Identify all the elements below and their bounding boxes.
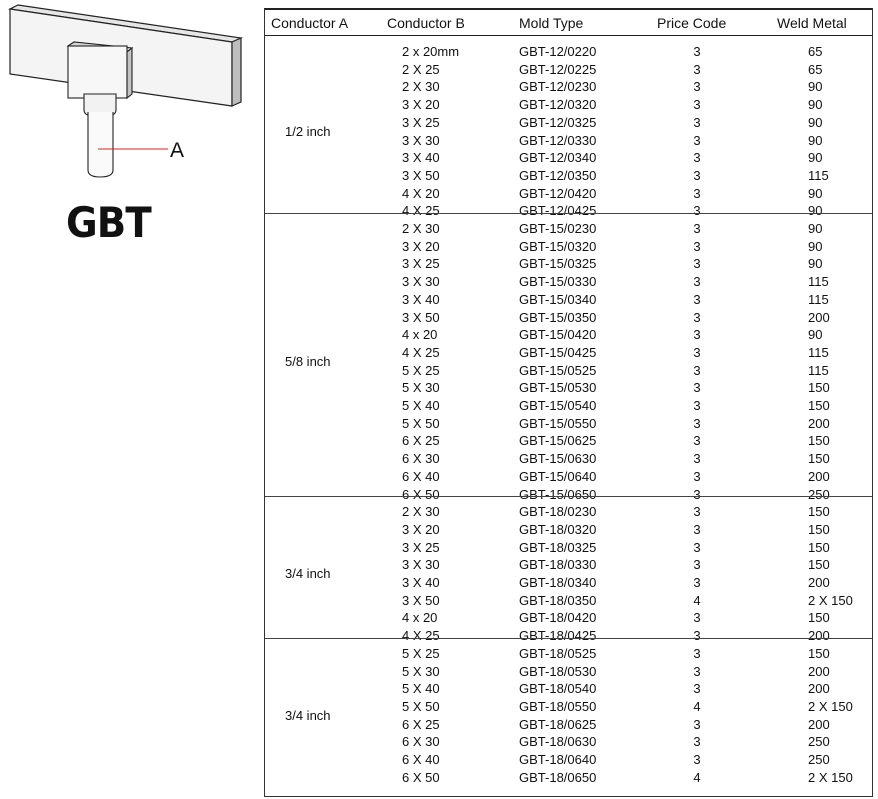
- table-row: [265, 185, 872, 203]
- table-row: [265, 609, 872, 627]
- price-code-cell: 3: [693, 539, 701, 555]
- group-separator: [265, 496, 872, 497]
- conductor-b-cell: 2 X 30: [402, 504, 440, 520]
- price-code-cell: 3: [693, 681, 701, 697]
- price-code-cell: 3: [693, 645, 701, 661]
- weld-metal-cell: 90: [808, 327, 823, 343]
- conductor-b-cell: 5 X 40: [402, 681, 440, 697]
- table-row: [265, 379, 872, 397]
- table-row: [265, 521, 872, 539]
- table-row: [265, 291, 872, 309]
- weld-metal-cell: 2 X 150: [808, 769, 853, 785]
- mold-type-cell: GBT-18/0540: [519, 681, 597, 697]
- conductor-b-cell: 3 X 25: [402, 256, 440, 272]
- table-row: [265, 202, 872, 220]
- weld-metal-cell: 90: [808, 203, 823, 219]
- table-row: [265, 680, 872, 698]
- price-code-cell: 3: [693, 203, 701, 219]
- conductor-b-cell: 2 X 30: [402, 221, 440, 236]
- mold-type-cell: GBT-18/0350: [519, 592, 597, 608]
- conductor-a-label: 3/4 inch: [285, 566, 331, 582]
- weld-metal-cell: 90: [808, 185, 823, 201]
- weld-block-side: [127, 48, 132, 98]
- mold-type-cell: GBT-18/0630: [519, 734, 597, 750]
- header-mold-type: Mold Type: [519, 15, 584, 31]
- conductor-b-cell: 5 X 40: [402, 398, 440, 413]
- price-code-cell: 3: [693, 238, 701, 254]
- price-code-cell: 3: [693, 221, 701, 236]
- weld-metal-cell: 90: [808, 114, 823, 130]
- conductor-b-cell: 3 X 30: [402, 132, 440, 148]
- conductor-b-cell: 5 X 30: [402, 380, 440, 396]
- weld-metal-cell: 2 X 150: [808, 698, 853, 714]
- weld-metal-cell: 150: [808, 645, 830, 661]
- mold-type-cell: GBT-15/0540: [519, 398, 597, 413]
- table-row: [265, 309, 872, 327]
- conductor-b-cell: 3 X 20: [402, 521, 440, 537]
- price-code-cell: 3: [693, 610, 701, 626]
- conductor-b-cell: 4 X 25: [402, 344, 440, 360]
- price-code-cell: 3: [693, 97, 701, 113]
- mold-type-cell: GBT-15/0340: [519, 291, 597, 307]
- mold-type-cell: GBT-18/0340: [519, 575, 597, 590]
- conductor-b-cell: 4 X 25: [402, 628, 440, 644]
- conductor-b-cell: 3 X 50: [402, 592, 440, 608]
- table-row: [265, 733, 872, 751]
- mold-type-cell: GBT-18/0230: [519, 504, 597, 520]
- mold-type-cell: GBT-18/0330: [519, 557, 597, 573]
- conductor-a-label: 3/4 inch: [285, 707, 331, 723]
- price-code-cell: 3: [693, 468, 701, 484]
- table-row: [265, 486, 872, 504]
- table-row: [265, 415, 872, 433]
- table-header-row: [265, 8, 872, 36]
- mold-type-cell: GBT-12/0225: [519, 61, 597, 77]
- weld-metal-cell: 90: [808, 238, 823, 254]
- table-row: [265, 96, 872, 114]
- conductor-b-cell: 4 x 20: [402, 610, 438, 626]
- price-code-cell: 3: [693, 327, 701, 343]
- weld-metal-cell: 150: [808, 521, 830, 537]
- weld-metal-cell: 250: [808, 734, 830, 750]
- table-row: [265, 698, 872, 716]
- price-code-cell: 3: [693, 628, 701, 644]
- price-code-cell: 3: [693, 61, 701, 77]
- group-separator: [265, 213, 872, 214]
- conductor-b-cell: 3 X 40: [402, 575, 440, 590]
- table-row: [265, 645, 872, 663]
- table-row: [265, 273, 872, 291]
- price-code-cell: 3: [693, 185, 701, 201]
- table-row: [265, 663, 872, 681]
- table-row: [265, 238, 872, 256]
- conductor-b-cell: 3 X 50: [402, 309, 440, 325]
- conductor-b-cell: 6 X 25: [402, 716, 440, 732]
- mold-type-cell: GBT-12/0425: [519, 203, 597, 219]
- mold-type-cell: GBT-18/0625: [519, 716, 597, 732]
- price-code-cell: 3: [693, 79, 701, 95]
- weld-metal-cell: 90: [808, 132, 823, 148]
- mold-type-cell: GBT-15/0230: [519, 221, 597, 236]
- table-row: [265, 592, 872, 610]
- conductor-b-cell: 3 X 25: [402, 114, 440, 130]
- mold-type-cell: GBT-12/0325: [519, 114, 597, 130]
- conductor-b-cell: 3 X 30: [402, 274, 440, 290]
- weld-metal-cell: 150: [808, 610, 830, 626]
- weld-metal-cell: 150: [808, 380, 830, 396]
- table-row: [265, 503, 872, 521]
- price-code-cell: 3: [693, 380, 701, 396]
- price-code-cell: 3: [693, 557, 701, 573]
- conductor-b-cell: 6 X 30: [402, 734, 440, 750]
- price-code-cell: 3: [693, 734, 701, 750]
- weld-metal-cell: 90: [808, 97, 823, 113]
- weld-metal-cell: 150: [808, 398, 830, 413]
- conductor-b-cell: 3 X 50: [402, 167, 440, 183]
- mold-type-cell: GBT-15/0640: [519, 468, 597, 484]
- table-row: [265, 450, 872, 468]
- mold-type-cell: GBT-18/0420: [519, 610, 597, 626]
- table-row: [265, 78, 872, 96]
- weld-metal-cell: 115: [808, 291, 829, 307]
- weld-block-front: [68, 46, 127, 98]
- mold-type-cell: GBT-12/0230: [519, 79, 597, 95]
- price-code-cell: 4: [693, 698, 701, 714]
- weld-metal-cell: 200: [808, 575, 830, 590]
- table-row: [265, 326, 872, 344]
- weld-metal-cell: 250: [808, 752, 830, 767]
- weld-metal-cell: 90: [808, 221, 823, 236]
- conductor-b-cell: 5 X 30: [402, 663, 440, 679]
- price-code-cell: 3: [693, 167, 701, 183]
- weld-metal-cell: 115: [808, 362, 829, 378]
- mold-type-cell: GBT-18/0525: [519, 645, 597, 661]
- conductor-b-cell: 3 X 30: [402, 557, 440, 573]
- table-row: [265, 432, 872, 450]
- price-code-cell: 3: [693, 752, 701, 767]
- weld-metal-cell: 150: [808, 557, 830, 573]
- conductor-b-cell: 3 X 20: [402, 238, 440, 254]
- weld-metal-cell: 200: [808, 716, 830, 732]
- mold-type-cell: GBT-12/0330: [519, 132, 597, 148]
- table-row: [265, 43, 872, 61]
- table-row: [265, 149, 872, 167]
- conductor-b-cell: 2 X 30: [402, 79, 440, 95]
- conductor-label-a: A: [170, 139, 185, 162]
- mold-type-cell: GBT-18/0325: [519, 539, 597, 555]
- table-row: [265, 220, 872, 238]
- weld-metal-cell: 2 X 150: [808, 592, 853, 608]
- conductor-b-cell: 6 X 50: [402, 769, 440, 785]
- table-row: [265, 751, 872, 769]
- group-separator: [265, 638, 872, 639]
- conductor-b-cell: 4 X 20: [402, 185, 440, 201]
- mold-type-cell: GBT-12/0420: [519, 185, 597, 201]
- conductor-b-cell: 6 X 40: [402, 468, 440, 484]
- price-code-cell: 3: [693, 291, 701, 307]
- table-row: [265, 344, 872, 362]
- mold-type-cell: GBT-15/0350: [519, 309, 597, 325]
- mold-type-cell: GBT-15/0330: [519, 274, 597, 290]
- conductor-b-cell: 3 X 40: [402, 150, 440, 166]
- weld-metal-cell: 65: [808, 44, 823, 59]
- price-code-cell: 3: [693, 415, 701, 431]
- conductor-b-cell: 5 X 50: [402, 415, 440, 431]
- conductor-b-cell: 3 X 20: [402, 97, 440, 113]
- price-code-cell: 3: [693, 433, 701, 449]
- header-weld-metal: Weld Metal: [777, 15, 847, 31]
- mold-type-cell: GBT-15/0630: [519, 451, 597, 467]
- mold-type-cell: GBT-18/0320: [519, 521, 597, 537]
- conductor-b-cell: 4 X 25: [402, 203, 440, 219]
- weld-metal-cell: 115: [808, 344, 829, 360]
- price-code-cell: 3: [693, 521, 701, 537]
- mold-type-cell: GBT-12/0220: [519, 44, 597, 59]
- weld-metal-cell: 150: [808, 433, 830, 449]
- table-row: [265, 114, 872, 132]
- table-row: [265, 132, 872, 150]
- mold-type-cell: GBT-15/0320: [519, 238, 597, 254]
- price-code-cell: 3: [693, 44, 701, 59]
- product-code-title: GBT: [66, 198, 151, 247]
- mold-type-cell: GBT-18/0640: [519, 752, 597, 767]
- conductor-a-label: 5/8 inch: [285, 353, 331, 369]
- table-row: [265, 397, 872, 415]
- table-row: [265, 627, 872, 645]
- price-code-cell: 3: [693, 451, 701, 467]
- weld-metal-cell: 115: [808, 167, 829, 183]
- table-row: [265, 556, 872, 574]
- price-code-cell: 3: [693, 362, 701, 378]
- conductor-b-cell: 2 X 25: [402, 61, 440, 77]
- table-row: [265, 769, 872, 787]
- price-code-cell: 3: [693, 150, 701, 166]
- plate-side-face: [232, 38, 241, 106]
- weld-metal-cell: 200: [808, 309, 830, 325]
- price-code-cell: 3: [693, 274, 701, 290]
- header-conductor-b: Conductor B: [387, 15, 465, 31]
- conductor-b-cell: 6 X 50: [402, 486, 440, 502]
- mold-type-cell: GBT-15/0550: [519, 415, 597, 431]
- conductor-b-cell: 2 x 20mm: [402, 44, 460, 59]
- price-code-cell: 3: [693, 344, 701, 360]
- weld-metal-cell: 90: [808, 79, 823, 95]
- mold-type-cell: GBT-15/0420: [519, 327, 597, 343]
- mold-type-cell: GBT-15/0650: [519, 486, 597, 502]
- price-code-cell: 3: [693, 114, 701, 130]
- price-code-cell: 3: [693, 663, 701, 679]
- conductor-b-cell: 6 X 40: [402, 752, 440, 767]
- mold-type-cell: GBT-12/0340: [519, 150, 597, 166]
- weld-metal-cell: 150: [808, 504, 830, 520]
- weld-metal-cell: 250: [808, 486, 830, 502]
- table-row: [265, 468, 872, 486]
- mold-type-cell: GBT-18/0425: [519, 628, 597, 644]
- price-code-cell: 3: [693, 486, 701, 502]
- table-row: [265, 539, 872, 557]
- mold-type-cell: GBT-12/0350: [519, 167, 597, 183]
- table-row: [265, 362, 872, 380]
- table-row: [265, 255, 872, 273]
- conductor-rod: [88, 112, 113, 177]
- price-code-cell: 4: [693, 592, 701, 608]
- table-row: [265, 167, 872, 185]
- header-price-code: Price Code: [657, 15, 727, 31]
- price-code-cell: 3: [693, 256, 701, 272]
- price-code-cell: 3: [693, 716, 701, 732]
- weld-metal-cell: 90: [808, 256, 823, 272]
- price-code-cell: 3: [693, 504, 701, 520]
- conductor-b-cell: 5 X 25: [402, 362, 440, 378]
- weld-metal-cell: 200: [808, 681, 830, 697]
- price-code-cell: 4: [693, 769, 701, 785]
- mold-type-cell: GBT-12/0320: [519, 97, 597, 113]
- conductor-b-cell: 5 X 25: [402, 645, 440, 661]
- price-code-cell: 3: [693, 398, 701, 413]
- mold-type-cell: GBT-15/0425: [519, 344, 597, 360]
- weld-metal-cell: 65: [808, 61, 823, 77]
- weld-metal-cell: 150: [808, 539, 830, 555]
- conductor-b-cell: 5 X 50: [402, 698, 440, 714]
- weld-metal-cell: 90: [808, 150, 823, 166]
- mold-type-cell: GBT-18/0650: [519, 769, 597, 785]
- weld-metal-cell: 115: [808, 274, 829, 290]
- mold-spec-table: [264, 8, 873, 797]
- conductor-b-cell: 3 X 25: [402, 539, 440, 555]
- mold-type-cell: GBT-15/0525: [519, 362, 597, 378]
- mold-type-cell: GBT-18/0530: [519, 663, 597, 679]
- conductor-b-cell: 6 X 30: [402, 451, 440, 467]
- mold-type-cell: GBT-18/0550: [519, 698, 597, 714]
- conductor-b-cell: 3 X 40: [402, 291, 440, 307]
- price-code-cell: 3: [693, 132, 701, 148]
- price-code-cell: 3: [693, 575, 701, 590]
- price-code-cell: 3: [693, 309, 701, 325]
- conductor-b-cell: 4 x 20: [402, 327, 438, 343]
- weld-metal-cell: 150: [808, 451, 830, 467]
- table-row: [265, 716, 872, 734]
- table-row: [265, 574, 872, 592]
- header-conductor-a: Conductor A: [271, 15, 349, 31]
- weld-metal-cell: 200: [808, 628, 830, 644]
- weld-metal-cell: 200: [808, 415, 830, 431]
- weld-metal-cell: 200: [808, 468, 830, 484]
- table-row: [265, 61, 872, 79]
- conductor-a-label: 1/2 inch: [285, 123, 331, 139]
- mold-type-cell: GBT-15/0625: [519, 433, 597, 449]
- mold-type-cell: GBT-15/0325: [519, 256, 597, 272]
- weld-metal-cell: 200: [808, 663, 830, 679]
- conductor-b-cell: 6 X 25: [402, 433, 440, 449]
- mold-type-cell: GBT-15/0530: [519, 380, 597, 396]
